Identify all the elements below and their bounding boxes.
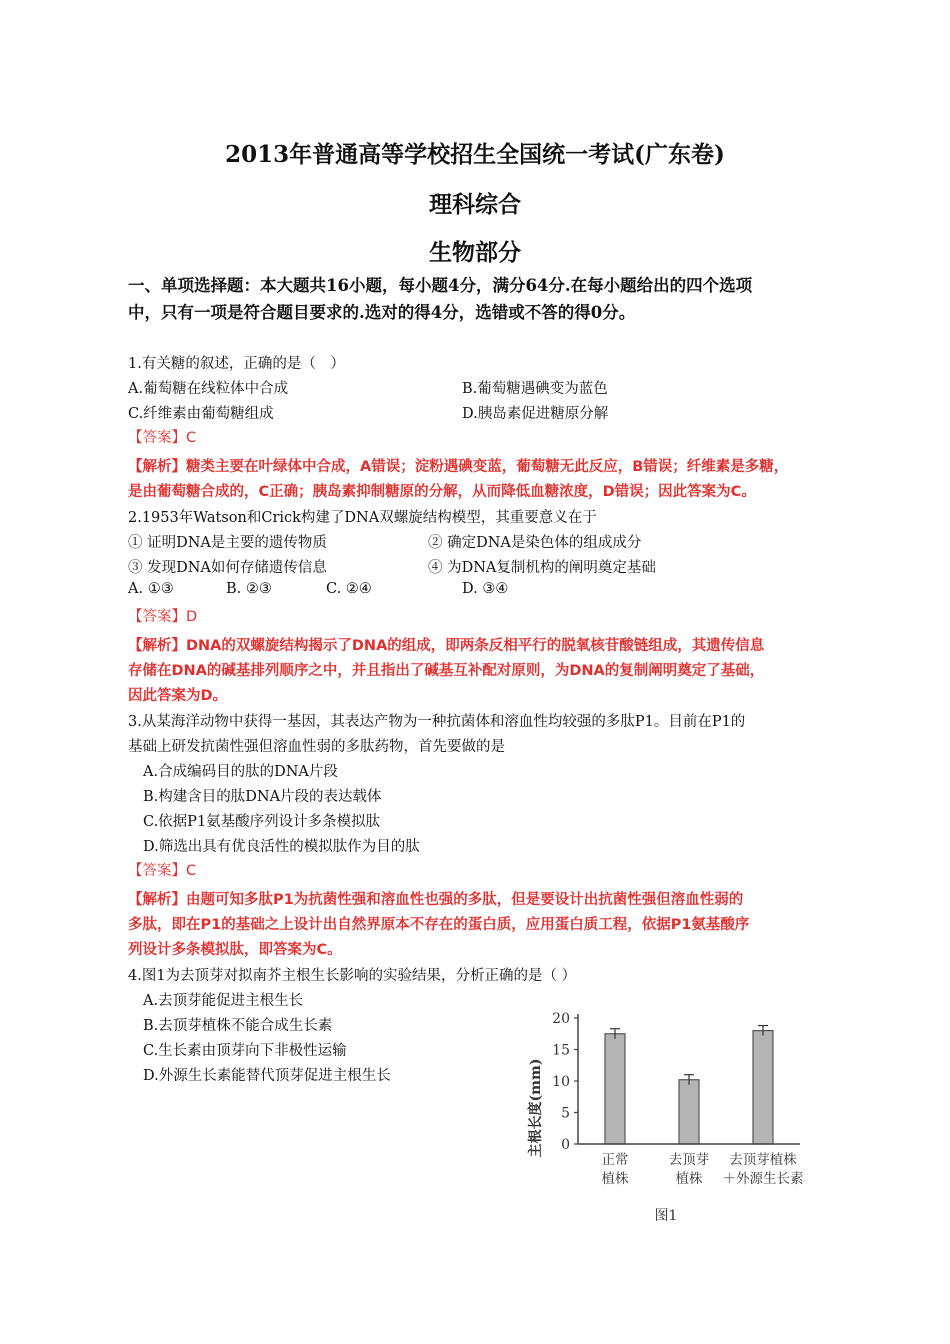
q2-explanation-2: 存储在DNA的碱基排列顺序之中，并且指出了碱基互补配对原则，为DNA的复制阐明奠定了基础，	[128, 663, 765, 679]
q1-option-d: D.胰岛素促进糖原分解	[462, 406, 609, 422]
q3-option-d: D.筛选出具有优良活性的模拟肽作为目的肽	[143, 839, 420, 855]
q3-explanation-2: 多肽，即在P1的基础之上设计出自然界原本不存在的蛋白质，应用蛋白质工程，依据P1氨基酸序	[128, 917, 750, 933]
q4-option-b: B.去顶芽植株不能合成生长素	[143, 1018, 333, 1034]
y-tick-label: 5	[561, 1105, 570, 1122]
y-tick-label: 0	[561, 1137, 570, 1153]
q3-answer: 【答案】C	[128, 863, 197, 879]
bar	[605, 1034, 625, 1144]
q1-answer: 【答案】C	[128, 430, 197, 446]
q3-stem-1: 3.从某海洋动物中获得一基因，其表达产物为一种抗菌体和溶血性均较强的多肽P1。目前在P1的	[128, 714, 746, 730]
figure-1-bar-chart	[500, 1000, 845, 1230]
x-tick-label: 去顶芽	[668, 1152, 710, 1168]
q4-option-c: C.生长素由顶芽向下非极性运输	[143, 1043, 347, 1059]
x-tick-label: ＋外源生长素	[722, 1171, 804, 1187]
section-title: 生物部分	[429, 239, 521, 266]
q3-explanation-3: 列设计多条模拟肽，即答案为C。	[128, 942, 342, 958]
q3-option-b: B.构建含目的肽DNA片段的表达载体	[143, 789, 382, 805]
bar	[753, 1031, 773, 1144]
q2-statement-4: ④ 为DNA复制机构的阐明奠定基础	[428, 560, 656, 576]
q1-option-a: A.葡萄糖在线粒体中合成	[128, 381, 289, 397]
q1-option-c: C.纤维素由葡萄糖组成	[128, 406, 274, 422]
q2-option-c: C. ②④	[326, 581, 372, 597]
instructions-line-1: 一、单项选择题：本大题共16小题，每小题4分，满分64分.在每小题给出的四个选项	[128, 276, 753, 295]
x-tick-label: 植株	[601, 1171, 629, 1187]
q2-option-a: A. ①③	[128, 581, 174, 597]
q1-option-b: B.葡萄糖遇碘变为蓝色	[462, 381, 608, 397]
q3-explanation-1: 【解析】由题可知多肽P1为抗菌性强和溶血性也强的多肽，但是要设计出抗菌性强但溶血性弱的	[128, 892, 744, 908]
q1-explanation-1: 【解析】糖类主要在叶绿体中合成，A错误；淀粉遇碘变蓝，葡萄糖无此反应，B错误；纤维素是多糖，	[128, 459, 789, 475]
q3-option-c: C.依据P1氨基酸序列设计多条模拟肽	[143, 814, 381, 830]
q3-stem-2: 基础上研发抗菌性强但溶血性弱的多肽药物，首先要做的是	[128, 739, 505, 755]
instructions-line-2: 中，只有一项是符合题目要求的.选对的得4分，选错或不答的得0分。	[128, 303, 636, 322]
q4-option-d: D.外源生长素能替代顶芽促进主根生长	[143, 1068, 391, 1084]
q2-statement-3: ③ 发现DNA如何存储遗传信息	[128, 560, 327, 576]
q4-option-a: A.去顶芽能促进主根生长	[143, 993, 304, 1009]
y-axis-label: 主根长度(mm)	[528, 1058, 544, 1158]
figure-caption: 图1	[654, 1208, 678, 1224]
q3-option-a: A.合成编码目的肽的DNA片段	[143, 764, 338, 780]
x-tick-label: 植株	[675, 1171, 703, 1187]
q1-explanation-2: 是由葡萄糖合成的，C正确；胰岛素抑制糖原的分解，从而降低血糖浓度，D错误；因此答案为C。	[128, 484, 756, 500]
bar	[679, 1080, 699, 1144]
q2-explanation-3: 因此答案为D。	[128, 688, 228, 704]
y-tick-label: 10	[552, 1074, 570, 1090]
q2-stem: 2.1953年Watson和Crick构建了DNA双螺旋结构模型，其重要意义在于	[128, 510, 597, 526]
q2-statement-1: ① 证明DNA是主要的遗传物质	[128, 535, 327, 551]
q1-stem: 1.有关糖的叙述，正确的是（ ）	[128, 356, 345, 372]
q2-statement-2: ② 确定DNA是染色体的组成成分	[428, 535, 642, 551]
q4-stem: 4.图1为去顶芽对拟南芥主根生长影响的实验结果，分析正确的是（ ）	[128, 968, 577, 984]
x-tick-label: 去顶芽植株	[729, 1152, 797, 1168]
q2-answer: 【答案】D	[128, 609, 198, 625]
y-tick-label: 15	[552, 1042, 570, 1059]
q2-option-b: B. ②③	[226, 581, 272, 597]
exam-title: 2013年普通高等学校招生全国统一考试(广东卷)	[225, 141, 725, 168]
q2-explanation-1: 【解析】DNA的双螺旋结构揭示了DNA的组成，即两条反相平行的脱氧核苷酸链组成，其遗传信息	[128, 638, 765, 654]
q2-option-d: D. ③④	[462, 581, 509, 597]
x-tick-label: 正常	[601, 1152, 629, 1168]
exam-subtitle: 理科综合	[429, 191, 521, 218]
y-tick-label: 20	[552, 1011, 570, 1027]
